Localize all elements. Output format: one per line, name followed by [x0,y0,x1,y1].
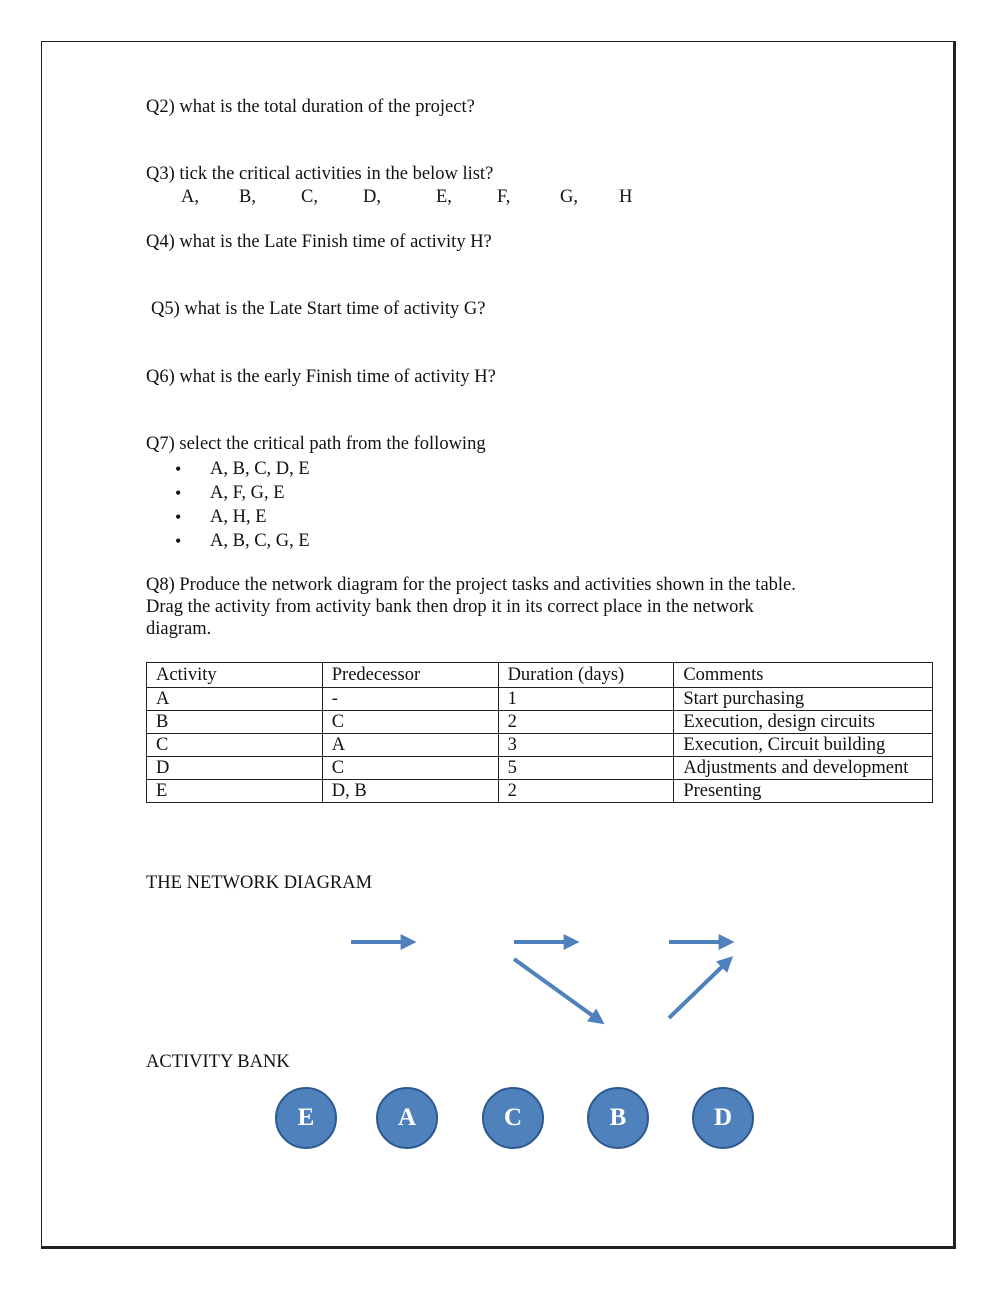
q3-option-g[interactable]: G, [560,187,578,207]
q3-option-b[interactable]: B, [239,187,256,207]
arrow-4 [514,959,600,1021]
q3-option-c[interactable]: C, [301,187,318,207]
question-q7: Q7) select the critical path from the following [146,434,486,454]
path-option[interactable]: • A, B, C, G, E [175,529,310,553]
table-cell: B [147,711,323,734]
table-cell: - [322,688,498,711]
q3-option-h[interactable]: H [619,187,633,207]
column-header: Predecessor [322,663,498,688]
activity-node-d[interactable]: D [692,1087,754,1149]
q3-option-d[interactable]: D, [363,187,381,207]
path-option[interactable]: • A, B, C, D, E [175,457,310,481]
table-cell: C [147,734,323,757]
column-header: Duration (days) [498,663,674,688]
q3-option-e[interactable]: E, [436,187,452,207]
table-cell: E [147,780,323,803]
arrow-5 [669,960,729,1018]
table-cell: Adjustments and development [674,757,933,780]
activity-bank-title: ACTIVITY BANK [146,1052,290,1072]
q3-option-a[interactable]: A, [181,187,199,207]
question-q3: Q3) tick the critical activities in the below list? [146,164,494,184]
table-cell: Start purchasing [674,688,933,711]
question-q4: Q4) what is the Late Finish time of activity H? [146,232,492,252]
question-q8-line3: diagram. [146,619,212,639]
path-option[interactable]: • A, H, E [175,505,310,529]
question-q8-line1: Q8) Produce the network diagram for the project tasks and activities shown in the table. [146,575,796,595]
network-diagram-title: THE NETWORK DIAGRAM [146,873,373,893]
table-cell: A [147,688,323,711]
table-cell: A [322,734,498,757]
table-cell: Execution, design circuits [674,711,933,734]
table-cell: C [322,757,498,780]
question-q8-line2: Drag the activity from activity bank then drop it in its correct place in the network [146,597,754,617]
column-header: Comments [674,663,933,688]
q3-option-f[interactable]: F, [497,187,511,207]
question-q2: Q2) what is the total duration of the project? [146,97,475,117]
activity-node-e[interactable]: E [275,1087,337,1149]
path-option[interactable]: • A, F, G, E [175,481,310,505]
activity-node-b[interactable]: B [587,1087,649,1149]
table-cell: D, B [322,780,498,803]
table-cell: 2 [498,780,674,803]
column-header: Activity [147,663,323,688]
table-cell: 1 [498,688,674,711]
activity-node-c[interactable]: C [482,1087,544,1149]
question-q6: Q6) what is the early Finish time of activity H? [146,367,496,387]
table-cell: 2 [498,711,674,734]
table-cell: D [147,757,323,780]
question-q5: Q5) what is the Late Start time of activity G? [151,299,486,319]
table-cell: Presenting [674,780,933,803]
table-cell: 3 [498,734,674,757]
activity-node-a[interactable]: A [376,1087,438,1149]
table-cell: Execution, Circuit building [674,734,933,757]
table-cell: C [322,711,498,734]
table-cell: 5 [498,757,674,780]
